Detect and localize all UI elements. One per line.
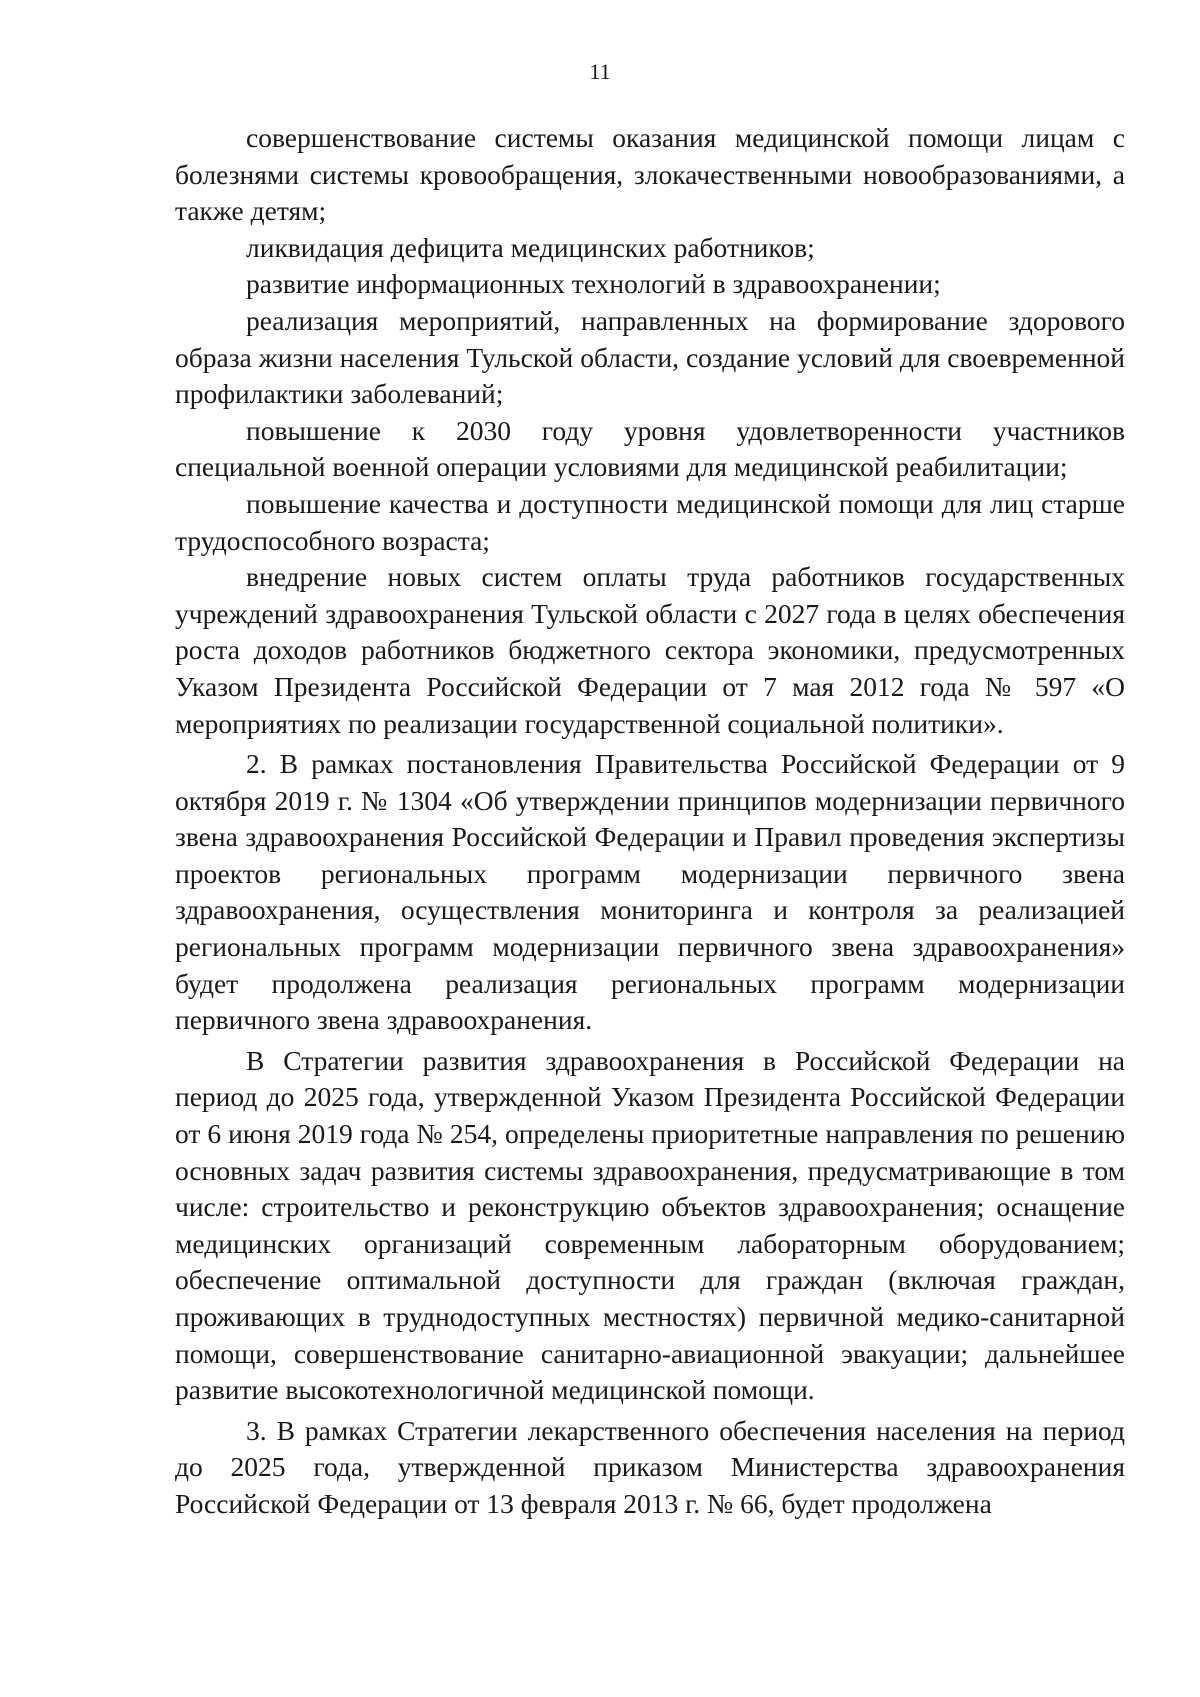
paragraph-primary-care-modernization: 2. В рамках постановления Правительства Российской Федерации от 9 октября 2019 г. № 1304 «Об утверждении принципов модернизации первичного звена здравоохранения Российской Федерации и Правил проведения экспертизы проектов региональных программ модернизации первичного звена здравоохранения, осуществления мониторинга и контроля за реализацией региональных программ модернизации первичного звена здравоохранения» будет продолжена реализация региональных программ модернизации первичного звена здравоохранения. [175, 748, 1125, 1036]
paragraph-cardio-oncology-children: совершенствование системы оказания медицинской помощи лицам с болезнями системы кровообращения, злокачественными новообразованиями, а также детям; [175, 122, 1125, 227]
paragraph-staff-deficit: ликвидация дефицита медицинских работников; [246, 231, 815, 263]
paragraph-drug-supply-strategy: 3. В рамках Стратегии лекарственного обеспечения населения на период до 2025 года, утвержденной приказом Министерства здравоохранения Российской Федерации от 13 февраля 2013 г. № 66, будет продолжена [175, 1414, 1125, 1519]
document-body [175, 120, 1125, 1523]
page-number: 11 [589, 59, 611, 84]
paragraph-elderly-care: повышение качества и доступности медицинской помощи для лиц старше трудоспособного возраста; [175, 487, 1125, 556]
paragraph-svo-rehabilitation: повышение к 2030 году уровня удовлетворенности участников специальной военной операции условиями для медицинской реабилитации; [175, 414, 1125, 483]
paragraph-it-development: развитие информационных технологий в здравоохранении; [246, 268, 941, 300]
paragraph-healthy-lifestyle: реализация мероприятий, направленных на формирование здорового образа жизни населения Тульской области, создание условий для своевременной профилактики заболеваний; [175, 304, 1125, 410]
paragraph-wage-systems: внедрение новых систем оплаты труда работников государственных учреждений здравоохранения Тульской области с 2027 года в целях обеспечения роста доходов работников бюджетного сектора экономики, предусмотренных Указом Президента Российской Федерации от 7 мая 2012 года № 597 «О мероприятиях по реализации государственной социальной политики». [175, 561, 1125, 739]
paragraph-healthcare-strategy: В Стратегии развития здравоохранения в Российской Федерации на период до 2025 года, утвержденной Указом Президента Российской Федерации от 6 июня 2019 года № 254, определены приоритетные направления по решению основных задач развития системы здравоохранения, предусматривающие в том числе: строительство и реконструкцию объектов здравоохранения; оснащение медицинских организаций современным лабораторным оборудованием; обеспечение оптимальной доступности для граждан (включая граждан, проживающих в труднодоступных местностях) первичной медико-санитарной помощи, совершенствование санитарно-авиационной эвакуации; дальнейшее развитие высокотехнологичной медицинской помощи. [175, 1044, 1125, 1406]
